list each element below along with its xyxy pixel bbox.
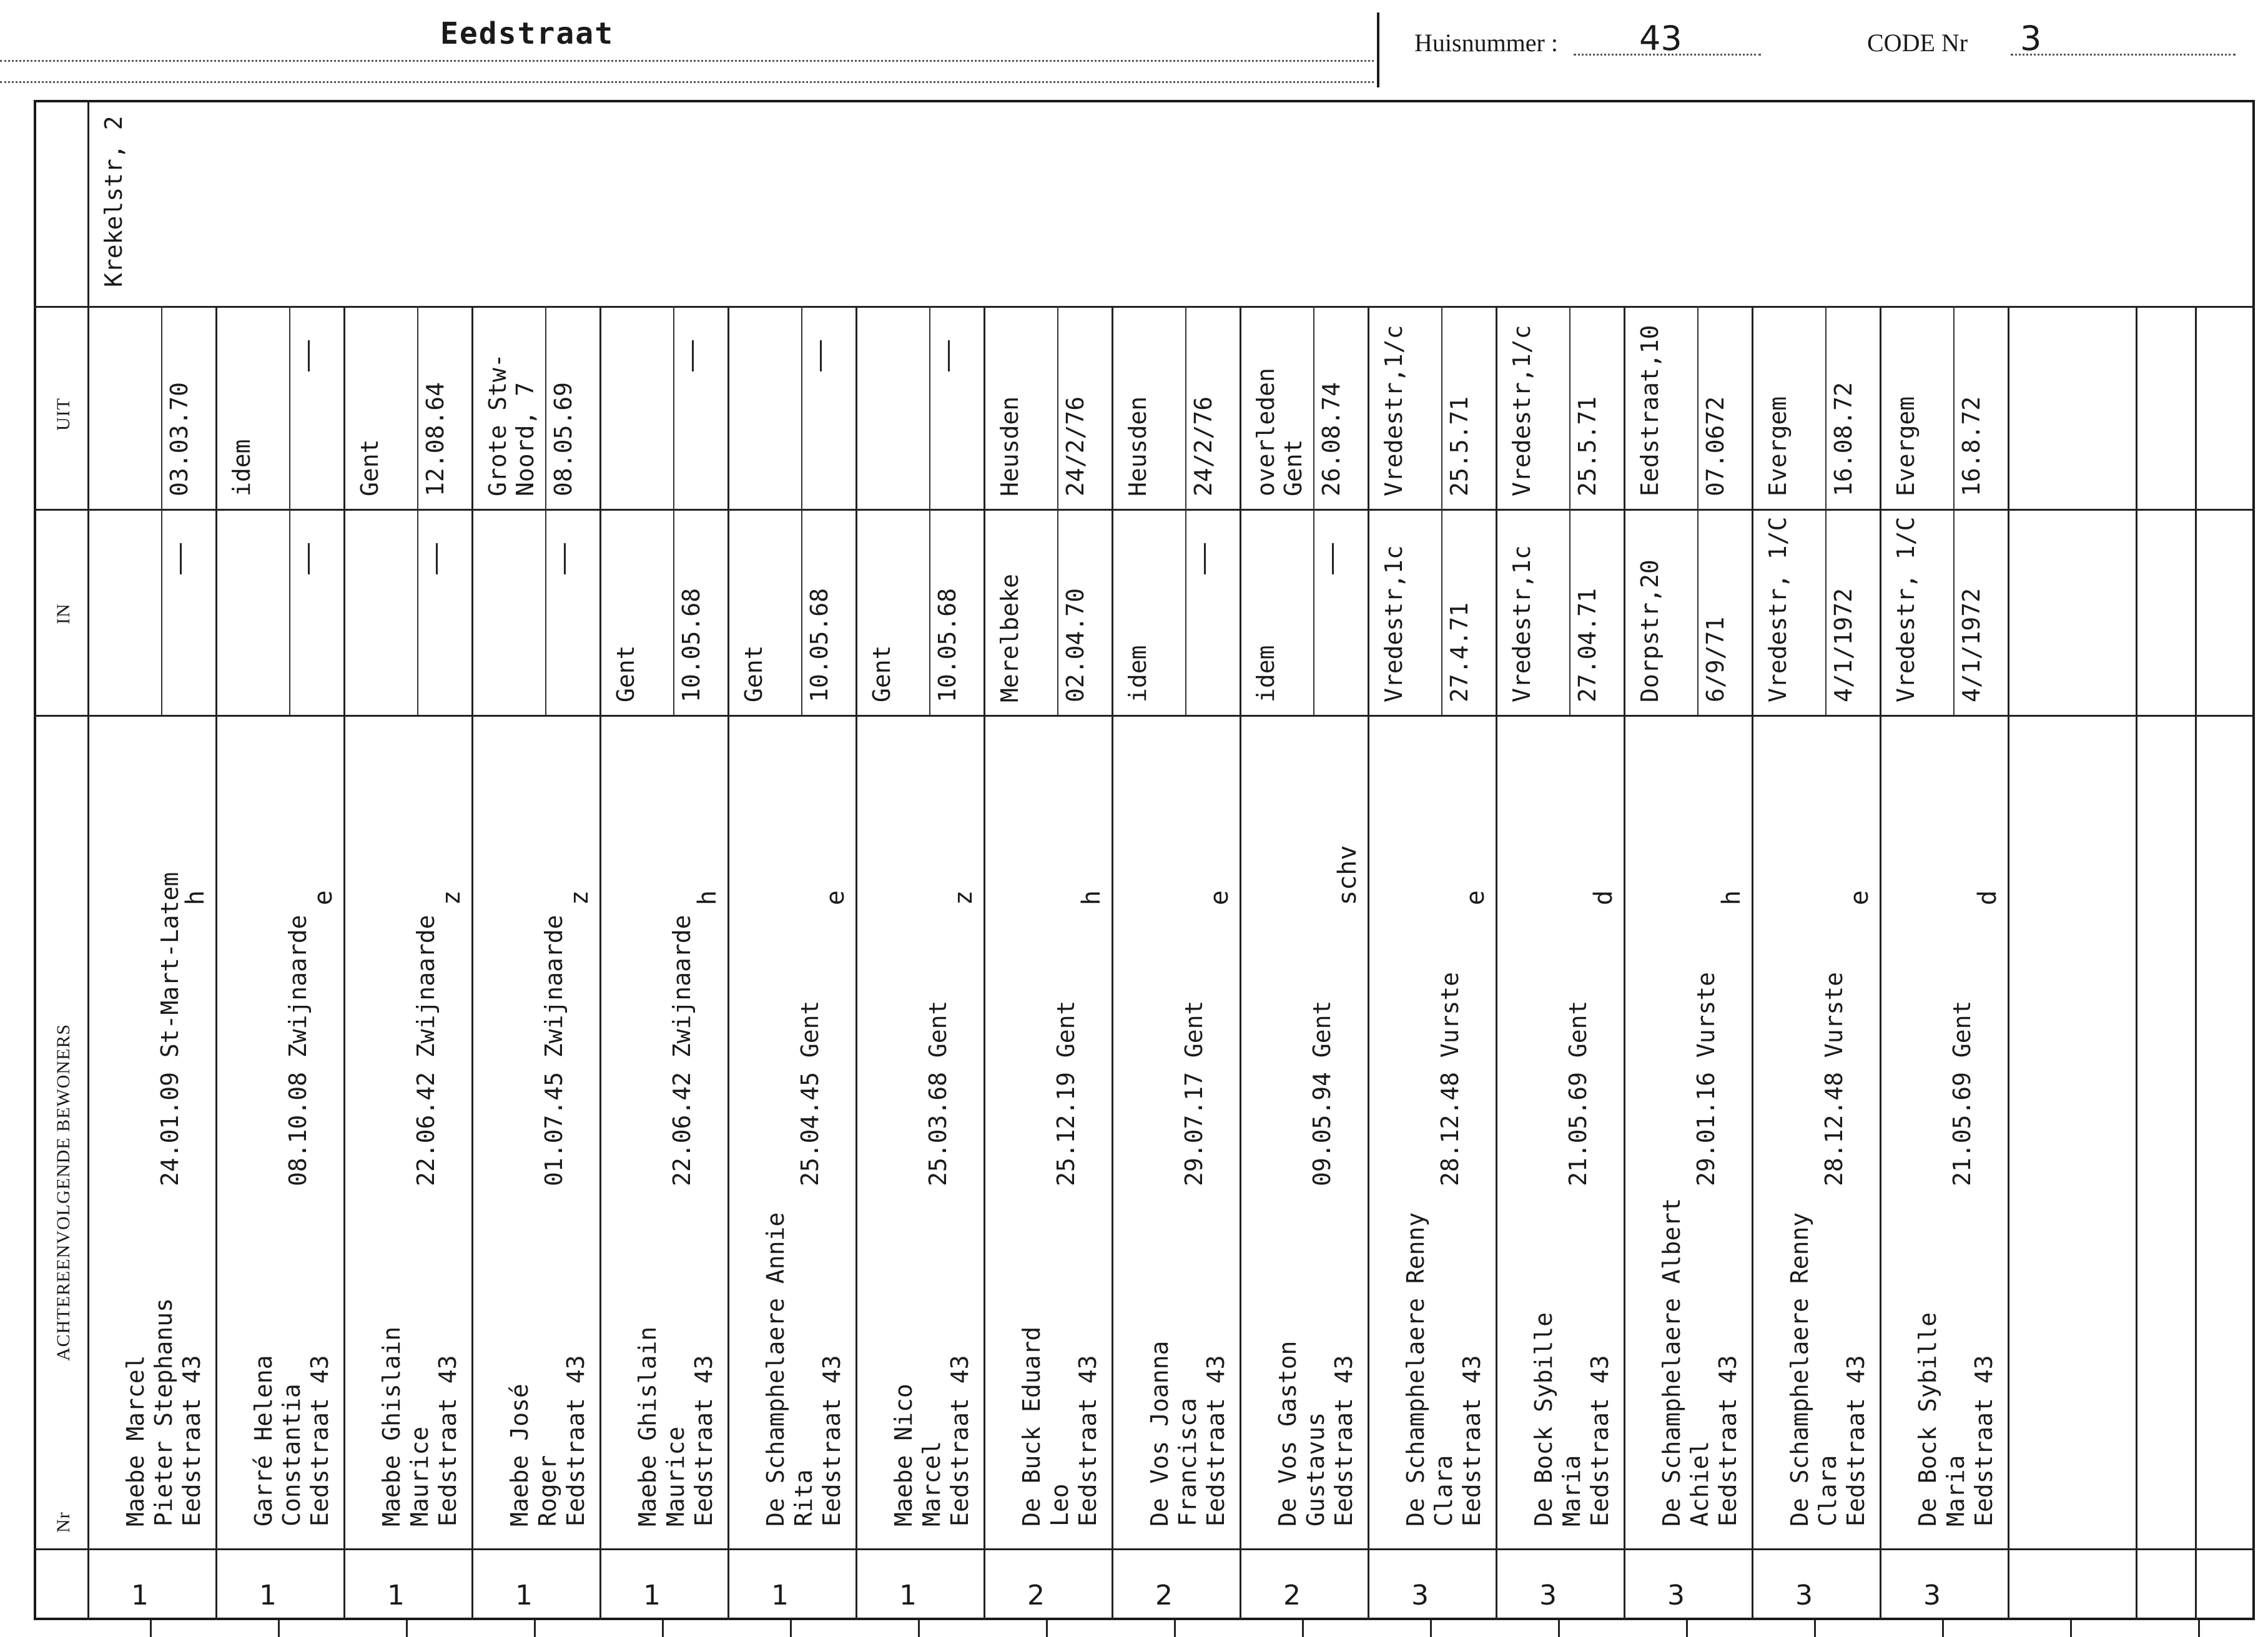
- bottom-tick: [790, 1620, 792, 1637]
- uit-place: Vredestr,1/c: [1380, 325, 1408, 496]
- resident-first-names: Constantia: [278, 1384, 305, 1526]
- resident-address: Eedstraat 43: [1586, 1355, 1614, 1526]
- in-date: 4/1/1972: [1958, 587, 1985, 702]
- date-subcolumn-line: [161, 306, 162, 509]
- birth-date-place: 22.06.42 Zwijnaarde: [412, 915, 440, 1186]
- date-subcolumn-line: [289, 306, 290, 509]
- resident-name: De Vos Gaston: [1274, 1340, 1301, 1526]
- birth-date-place: 28.12.48 Vurste: [1820, 971, 1848, 1186]
- resident-first-names: Gustavus: [1302, 1412, 1329, 1526]
- resident-first-names: Achiel: [1686, 1440, 1713, 1526]
- resident-address: Eedstraat 43: [178, 1355, 205, 1526]
- bottom-tick: [1942, 1620, 1944, 1637]
- row-separator: [599, 306, 601, 1620]
- row-number: 3: [1411, 1580, 1429, 1611]
- relation-code: e: [1845, 890, 1874, 905]
- date-subcolumn-line: [1697, 306, 1699, 509]
- empty-entry-mark: [180, 543, 184, 574]
- bottom-tick: [918, 1620, 920, 1637]
- in-date: 10.05.68: [806, 587, 833, 702]
- uit-place: Heusden: [996, 396, 1023, 496]
- row-separator: [1112, 306, 1113, 1620]
- birth-date-place: 29.01.16 Vurste: [1692, 971, 1720, 1186]
- resident-name: De Schamphelaere Renny: [1786, 1212, 1813, 1526]
- resident-address: Eedstraat 43: [1330, 1355, 1358, 1526]
- code-label: CODE Nr: [1867, 29, 1968, 57]
- in-place: Vredestr,1c: [1508, 545, 1536, 702]
- date-subcolumn-line: [1953, 306, 1955, 509]
- column-header-uit: UIT: [53, 398, 74, 431]
- birth-date-place: 21.05.69 Gent: [1564, 1000, 1592, 1186]
- bottom-tick: [1430, 1620, 1432, 1637]
- in-place: idem: [1124, 645, 1151, 702]
- birth-date-place: 21.05.69 Gent: [1948, 1000, 1976, 1186]
- row-separator: [215, 306, 217, 1620]
- resident-address: Eedstraat 43: [690, 1355, 717, 1526]
- row-number: 3: [1795, 1580, 1813, 1611]
- resident-address: Eedstraat 43: [1202, 1355, 1230, 1526]
- dotted-rule: [2011, 54, 2236, 56]
- bottom-tick: [2198, 1620, 2200, 1637]
- date-subcolumn-line: [1185, 509, 1186, 715]
- uit-date: 24/2/76: [1190, 396, 1217, 496]
- birth-date-place: 08.10.08 Zwijnaarde: [284, 915, 312, 1186]
- resident-name: De Bock Sybille: [1530, 1312, 1557, 1526]
- resident-name: Garré Helena: [250, 1355, 277, 1526]
- resident-first-names: Francisca: [1174, 1398, 1201, 1526]
- birth-date-place: 25.03.68 Gent: [924, 1000, 952, 1186]
- in-place: Merelbeke: [996, 574, 1023, 702]
- uit-place: overleden Gent: [1252, 368, 1307, 496]
- uit-date: 25.5.71: [1446, 396, 1473, 496]
- date-subcolumn-line: [545, 306, 546, 509]
- resident-address: Eedstraat 43: [1714, 1355, 1742, 1526]
- nr-bewoners-line: [34, 1548, 2255, 1550]
- dotted-rule: [0, 60, 1374, 62]
- date-subcolumn-line: [1697, 509, 1699, 715]
- resident-address: Eedstraat 43: [1458, 1355, 1486, 1526]
- date-subcolumn-line: [1057, 509, 1058, 715]
- row-number: 1: [899, 1580, 917, 1611]
- empty-entry-mark: [692, 340, 696, 371]
- in-date: 10.05.68: [934, 587, 961, 702]
- date-subcolumn-line: [161, 509, 162, 715]
- date-subcolumn-line: [1313, 306, 1314, 509]
- uit-place: Evergem: [1892, 396, 1920, 496]
- date-subcolumn-line: [929, 306, 930, 509]
- resident-address: Eedstraat 43: [562, 1355, 589, 1526]
- relation-code: h: [693, 890, 722, 905]
- in-date: 10.05.68: [678, 587, 705, 702]
- relation-code: e: [1461, 890, 1490, 905]
- resident-address: Eedstraat 43: [1970, 1355, 1998, 1526]
- resident-name: De Buck Eduard: [1018, 1326, 1045, 1526]
- in-uit-line: [34, 509, 2255, 511]
- empty-entry-mark: [564, 543, 568, 574]
- street-name: Eedstraat: [440, 16, 614, 51]
- in-place: Gent: [740, 645, 767, 702]
- uit-place: Evergem: [1764, 396, 1792, 496]
- relation-code: h: [181, 890, 210, 905]
- column-header-separator: [87, 100, 89, 1620]
- huisnummer-value: 43: [1639, 19, 1682, 58]
- empty-entry-mark: [1332, 543, 1336, 574]
- in-date: 02.04.70: [1062, 587, 1089, 702]
- resident-name: De Schamphelaere Renny: [1402, 1212, 1429, 1526]
- uit-place: Grote Stw- Noord, 7: [484, 353, 539, 496]
- row-number: 2: [1283, 1580, 1301, 1611]
- bottom-tick: [278, 1620, 280, 1637]
- in-place: Vredestr, 1/C: [1764, 516, 1792, 702]
- resident-name: De Schamphelaere Albert: [1658, 1197, 1685, 1526]
- row-separator: [1496, 306, 1497, 1620]
- date-subcolumn-line: [801, 306, 802, 509]
- uit-place: idem: [228, 439, 255, 496]
- resident-name: Maebe Ghislain: [378, 1326, 405, 1526]
- row-separator: [1624, 306, 1625, 1620]
- uit-date: 26.08.74: [1318, 381, 1345, 496]
- relation-code: schv: [1333, 845, 1362, 905]
- in-place: Vredestr, 1/C: [1892, 516, 1920, 702]
- date-subcolumn-line: [1825, 509, 1827, 715]
- resident-name: Maebe Marcel: [122, 1355, 149, 1526]
- relation-code: e: [309, 890, 338, 905]
- uit-date: 03.03.70: [165, 381, 193, 496]
- resident-address: Eedstraat 43: [306, 1355, 333, 1526]
- previous-address-note: Krekelstr, 2: [100, 116, 127, 287]
- date-subcolumn-line: [417, 306, 418, 509]
- resident-name: De Bock Sybille: [1914, 1312, 1941, 1526]
- date-subcolumn-line: [1825, 306, 1827, 509]
- in-place: Gent: [868, 645, 895, 702]
- uit-top-line: [34, 306, 2255, 308]
- code-value: 3: [2020, 19, 2042, 58]
- row-number: 3: [1923, 1580, 1941, 1611]
- date-subcolumn-line: [1441, 306, 1442, 509]
- bewoners-in-line: [34, 715, 2255, 717]
- date-subcolumn-line: [1313, 509, 1314, 715]
- date-subcolumn-line: [1569, 509, 1570, 715]
- row-separator: [727, 306, 729, 1620]
- uit-date: 12.08.64: [422, 381, 449, 496]
- resident-address: Eedstraat 43: [818, 1355, 846, 1526]
- resident-address: Eedstraat 43: [434, 1355, 461, 1526]
- resident-address: Eedstraat 43: [946, 1355, 974, 1526]
- row-number: 2: [1155, 1580, 1173, 1611]
- empty-entry-mark: [820, 340, 824, 371]
- row-separator: [2136, 306, 2137, 1620]
- resident-first-names: Maurice: [662, 1426, 689, 1526]
- empty-entry-mark: [308, 543, 312, 574]
- row-separator: [1368, 306, 1369, 1620]
- birth-date-place: 29.07.17 Gent: [1180, 1000, 1208, 1186]
- relation-code: d: [1589, 890, 1618, 905]
- resident-name: Maebe Nico: [890, 1384, 917, 1526]
- relation-code: e: [821, 890, 850, 905]
- row-number: 1: [643, 1580, 661, 1611]
- uit-date: 25.5.71: [1574, 396, 1601, 496]
- relation-code: z: [949, 890, 978, 905]
- in-place: Gent: [612, 645, 639, 702]
- row-separator: [2008, 306, 2009, 1620]
- resident-address: Eedstraat 43: [1842, 1355, 1870, 1526]
- bottom-tick: [662, 1620, 664, 1637]
- row-separator: [855, 306, 857, 1620]
- date-subcolumn-line: [545, 509, 546, 715]
- header-divider: [1377, 12, 1379, 87]
- date-subcolumn-line: [1441, 509, 1442, 715]
- relation-code: z: [565, 890, 594, 905]
- in-date: 4/1/1972: [1830, 587, 1857, 702]
- empty-entry-mark: [308, 340, 312, 371]
- uit-date: 16.08.72: [1830, 381, 1857, 496]
- uit-place: Vredestr,1/c: [1508, 325, 1536, 496]
- bottom-tick: [1686, 1620, 1688, 1637]
- uit-date: 24/2/76: [1062, 396, 1089, 496]
- uit-date: 07.0672: [1702, 396, 1729, 496]
- resident-first-names: Pieter Stephanus: [150, 1297, 177, 1526]
- relation-code: h: [1717, 890, 1746, 905]
- date-subcolumn-line: [929, 509, 930, 715]
- resident-first-names: Clara: [1430, 1455, 1457, 1526]
- empty-entry-mark: [436, 543, 440, 574]
- dotted-rule: [0, 81, 1374, 83]
- row-separator: [1240, 306, 1241, 1620]
- date-subcolumn-line: [673, 306, 674, 509]
- row-number: 1: [387, 1580, 405, 1611]
- row-separator: [1752, 306, 1753, 1620]
- uit-date: 16.8.72: [1958, 396, 1985, 496]
- date-subcolumn-line: [1953, 509, 1955, 715]
- row-number: 1: [771, 1580, 789, 1611]
- uit-place: Heusden: [1124, 396, 1151, 496]
- row-number: 1: [131, 1580, 149, 1611]
- resident-first-names: Marcel: [918, 1440, 945, 1526]
- uit-place: Eedstraat,10: [1636, 325, 1664, 496]
- in-place: idem: [1252, 645, 1279, 702]
- in-place: Vredestr,1c: [1380, 545, 1408, 702]
- relation-code: z: [437, 890, 466, 905]
- empty-entry-mark: [1204, 543, 1208, 574]
- resident-first-names: Roger: [534, 1455, 561, 1526]
- row-number: 2: [1027, 1580, 1045, 1611]
- row-separator: [2195, 306, 2197, 1620]
- bottom-tick: [1046, 1620, 1048, 1637]
- row-separator: [343, 306, 345, 1620]
- column-header-in: IN: [53, 603, 74, 624]
- date-subcolumn-line: [417, 509, 418, 715]
- row-separator: [984, 306, 985, 1620]
- in-date: 6/9/71: [1702, 616, 1729, 702]
- resident-name: Maebe Ghislain: [634, 1326, 661, 1526]
- birth-date-place: 09.05.94 Gent: [1308, 1000, 1336, 1186]
- row-number: 3: [1667, 1580, 1685, 1611]
- huisnummer-label: Huisnummer :: [1414, 29, 1558, 57]
- birth-date-place: 01.07.45 Zwijnaarde: [540, 915, 568, 1186]
- date-subcolumn-line: [1569, 306, 1570, 509]
- column-header-nr: Nr: [53, 1512, 74, 1533]
- birth-date-place: 25.04.45 Gent: [796, 1000, 824, 1186]
- in-date: 27.04.71: [1574, 587, 1601, 702]
- resident-address: Eedstraat 43: [1074, 1355, 1102, 1526]
- row-separator: [471, 306, 473, 1620]
- bottom-tick: [1558, 1620, 1560, 1637]
- in-date: 27.4.71: [1446, 602, 1473, 702]
- date-subcolumn-line: [289, 509, 290, 715]
- relation-code: e: [1205, 890, 1234, 905]
- birth-date-place: 22.06.42 Zwijnaarde: [668, 915, 696, 1186]
- in-place: Dorpstr,20: [1636, 559, 1664, 702]
- date-subcolumn-line: [801, 509, 802, 715]
- resident-name: De Schamphelaere Annie: [762, 1212, 789, 1526]
- birth-date-place: 24.01.09 St-Mart-Latem: [156, 872, 184, 1186]
- date-subcolumn-line: [1185, 306, 1186, 509]
- bottom-tick: [1174, 1620, 1176, 1637]
- column-header-bewoners: ACHTEREENVOLGENDE BEWONERS: [53, 1023, 74, 1361]
- bottom-tick: [534, 1620, 536, 1637]
- resident-first-names: Maria: [1558, 1455, 1585, 1526]
- resident-name: De Vos Joanna: [1146, 1340, 1173, 1526]
- bottom-tick: [1814, 1620, 1816, 1637]
- bottom-tick: [2070, 1620, 2072, 1637]
- birth-date-place: 28.12.48 Vurste: [1436, 971, 1464, 1186]
- resident-first-names: Rita: [790, 1469, 817, 1526]
- resident-first-names: Maurice: [406, 1426, 433, 1526]
- relation-code: d: [1973, 890, 2002, 905]
- row-number: 3: [1539, 1580, 1557, 1611]
- birth-date-place: 25.12.19 Gent: [1052, 1000, 1080, 1186]
- date-subcolumn-line: [673, 509, 674, 715]
- resident-first-names: Leo: [1046, 1483, 1073, 1526]
- uit-date: 08.05.69: [550, 381, 577, 496]
- resident-first-names: Maria: [1942, 1455, 1970, 1526]
- resident-first-names: Clara: [1814, 1455, 1842, 1526]
- bottom-tick: [150, 1620, 152, 1637]
- bottom-tick: [406, 1620, 408, 1637]
- uit-place: Gent: [356, 439, 383, 496]
- row-separator: [1880, 306, 1881, 1620]
- row-number: 1: [515, 1580, 533, 1611]
- date-subcolumn-line: [1057, 306, 1058, 509]
- resident-name: Maebe José: [506, 1384, 533, 1526]
- bottom-tick: [1302, 1620, 1304, 1637]
- empty-entry-mark: [948, 340, 952, 371]
- relation-code: h: [1077, 890, 1106, 905]
- row-number: 1: [259, 1580, 277, 1611]
